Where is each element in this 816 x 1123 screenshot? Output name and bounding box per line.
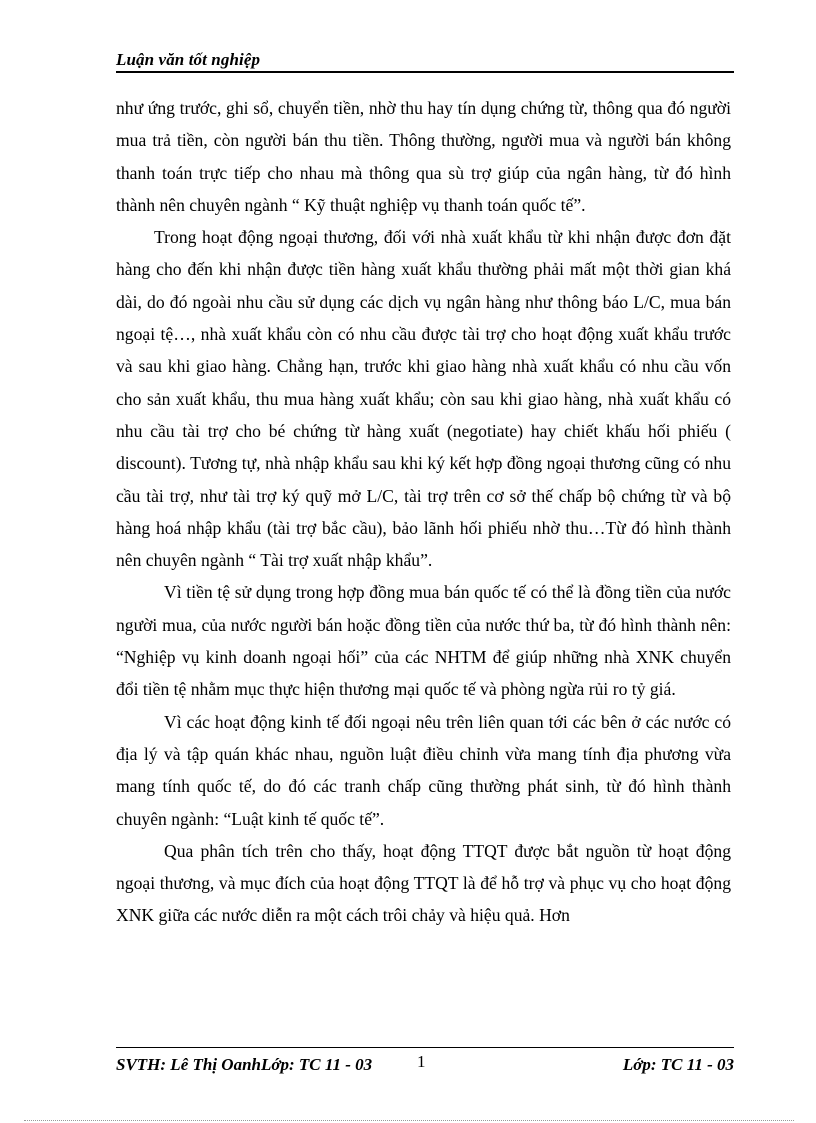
paragraph-text: Vì tiền tệ sử dụng trong hợp đồng mua bán quốc tế có thể là đồng tiền của nước người mua, của nước người bán hoặc đồng tiền của nước thứ ba, từ đó hình thành nên: “Nghiệp vụ kinh doanh ngoại hối” của các NHTM để giúp những nhà XNK chuyển đổi tiền tệ nhằm mục thực hiện thương mại quốc tế và phòng ngừa rủi ro tỷ giá. — [116, 582, 731, 700]
footer-class: Lớp: TC 11 - 03 — [622, 1055, 734, 1074]
page-footer — [116, 1052, 734, 1079]
paragraph — [116, 706, 731, 835]
paragraph-continued — [116, 92, 731, 221]
paragraph — [116, 835, 731, 932]
header-title: Luận văn tốt nghiệp — [116, 50, 261, 69]
page-header — [116, 50, 734, 72]
paragraph-text: Trong hoạt động ngoại thương, đối với nhà xuất khẩu từ khi nhận được đơn đặt hàng cho đến khi nhận được tiền hàng xuất khẩu thường phải mất một thời gian khá dài, do đó ngoài nhu cầu sử dụng các dịch vụ ngân hàng như thông báo L/C, mua bán ngoại tệ…, nhà xuất khẩu còn có nhu cầu được tài trợ cho hoạt động xuất khẩu trước và sau khi giao hàng. Chẳng hạn, trước khi giao hàng nhà xuất khẩu có nhu cầu vốn cho sản xuất khẩu, thu mua hàng xuất khẩu; còn sau khi giao hàng, nhà xuất khẩu có nhu cầu tài trợ cho bé chứng từ hàng xuất (negotiate) hay chiết khấu hối phiếu ( discount). Tương tự, nhà nhập khẩu sau khi ký kết hợp đồng ngoại thương cũng có nhu cầu tài trợ, như tài trợ ký quỹ mở L/C, tài trợ trên cơ sở thế chấp bộ chứng từ và bộ hàng hoá nhập khẩu (tài trợ bắc cầu), bảo lãnh hối phiếu nhờ thu…Từ đó hình thành nên chuyên ngành “ Tài trợ xuất nhập khẩu”. — [116, 227, 731, 571]
paragraph — [116, 576, 731, 705]
page-number: 1 — [417, 1052, 426, 1071]
footer-divider — [116, 1047, 734, 1048]
paragraph-text: Qua phân tích trên cho thấy, hoạt động TTQT được bắt nguồn từ hoạt động ngoại thương, và mục đích của hoạt động TTQT là để hỗ trợ và phục vụ cho hoạt động XNK giữa các nước diễn ra một cách trôi chảy và hiệu quả. Hơn — [116, 840, 731, 926]
page-break-line — [24, 1120, 794, 1121]
header-divider — [116, 71, 734, 73]
paragraph-text: Vì các hoạt động kinh tế đối ngoại nêu trên liên quan tới các bên ở các nước có địa lý và tập quán khác nhau, nguồn luật điều chỉnh vừa mang tính địa phương vừa mang tính quốc tế, do đó các tranh chấp cũng thường phát sinh, từ đó hình thành chuyên ngành: “Luật kinh tế quốc tế”. — [116, 711, 731, 829]
footer-author-class: SVTH: Lê Thị OanhLớp: TC 11 - 03 — [116, 1055, 373, 1074]
paragraph — [116, 221, 731, 576]
body-text — [116, 92, 731, 932]
paragraph-text: như ứng trước, ghi sổ, chuyển tiền, nhờ thu hay tín dụng chứng từ, thông qua đó người mua trả tiền, còn người bán thu tiền. Thông thường, người mua và người bán không thanh toán trực tiếp cho nhau mà thông qua sù trợ giúp của ngân hàng, từ đó hình thành nên chuyên ngành “ Kỹ thuật nghiệp vụ thanh toán quốc tế”. — [116, 98, 731, 215]
